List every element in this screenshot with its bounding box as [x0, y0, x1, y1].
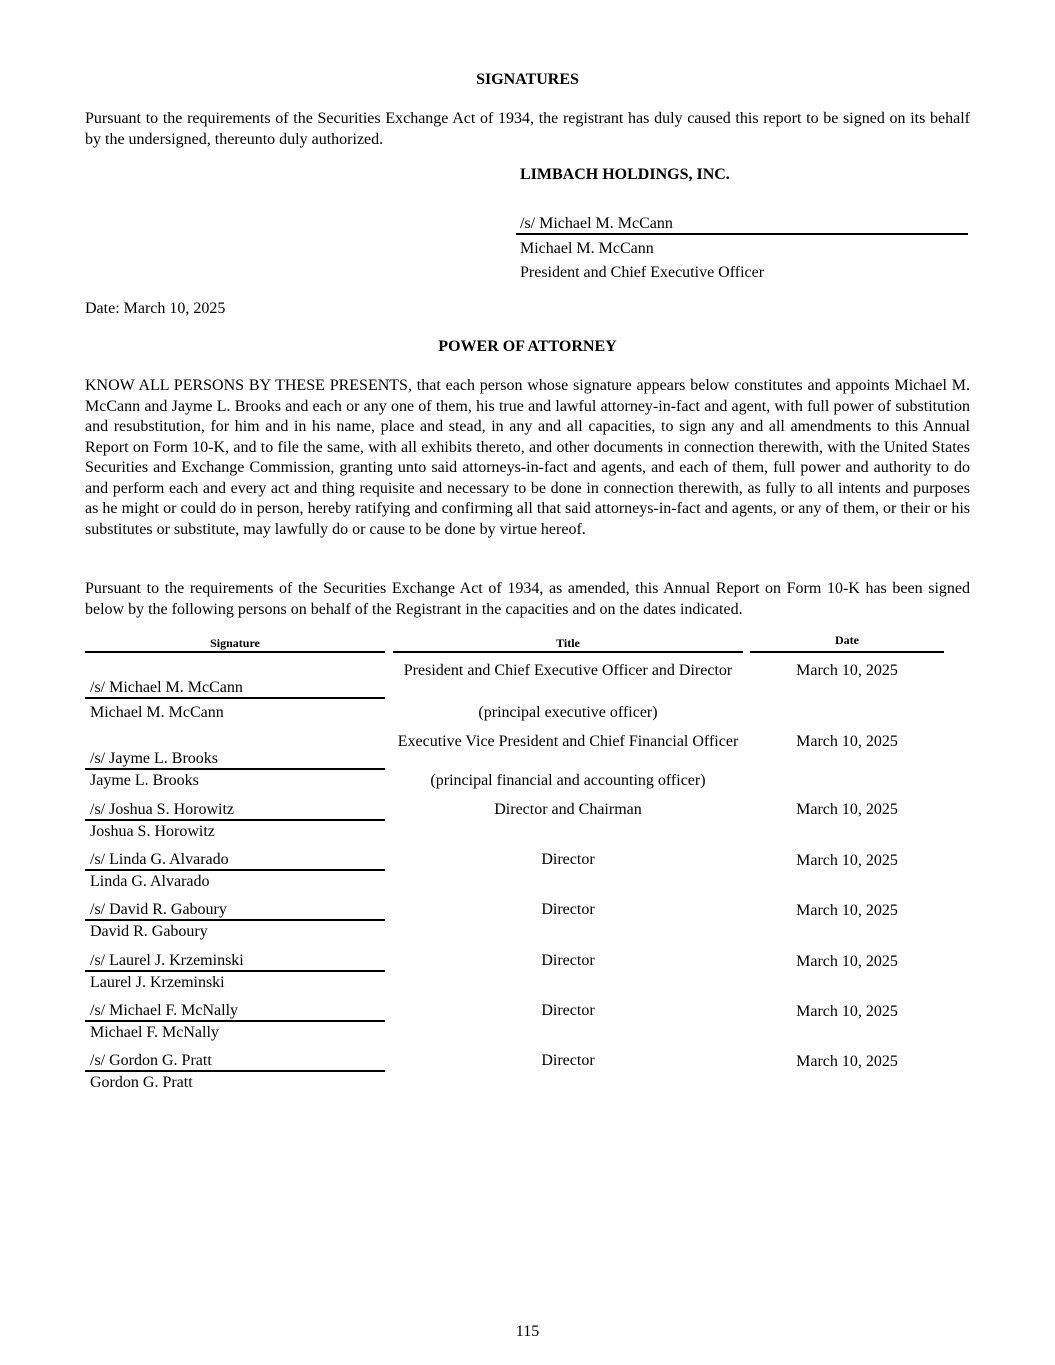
- row-5-name: David R. Gaboury: [90, 923, 208, 940]
- row-3-title: Director and Chairman: [494, 801, 642, 818]
- header-title: Title: [556, 636, 580, 650]
- poa-paragraph: KNOW ALL PERSONS BY THESE PRESENTS, that each person whose signature appears below constitutes and appoints Michael M. McCann and Jayme L. Brooks and each or any one of them, his true and lawful attorney-in-fact and agent, with full power of substitution and resubstitution, for him and in his name, place and stead, in any and all capacities, to sign any and all amendments to this Annual Report on Form 10-K, and to file the same, with all exhibits thereto, and other documents in connection therewith, with the United States Securities and Exchange Commission, granting unto said attorneys-in-fact and agents, and each of them, full power and authority to do and perform each and every act and thing requisite and necessary to be done in connection therewith, as fully to all intents and purposes as he might or could do in person, hereby ratifying and confirming all that said attorneys-in-fact and agents, or any of them, or their or his substitutes or substitute, may lawfully do or cause to be done by virtue hereof.: [85, 377, 970, 538]
- row-2-name: Jayme L. Brooks: [90, 772, 199, 789]
- row-1-signature: /s/ Michael M. McCann: [90, 679, 243, 696]
- row-6-name: Laurel J. Krzeminski: [90, 974, 225, 991]
- row-2-signature: /s/ Jayme L. Brooks: [90, 750, 218, 767]
- row-2-date: March 10, 2025: [796, 733, 898, 750]
- company-name: LIMBACH HOLDINGS, INC.: [520, 166, 730, 183]
- header-title-rule: [393, 651, 743, 653]
- row-4-title: Director: [541, 851, 595, 868]
- row-8-signature-line: [85, 1070, 385, 1072]
- company-signer-name: Michael M. McCann: [520, 240, 654, 257]
- signatures-heading: SIGNATURES: [476, 71, 579, 88]
- page-number: 115: [515, 1323, 540, 1340]
- row-7-date: March 10, 2025: [796, 1003, 898, 1020]
- date-line: Date: March 10, 2025: [85, 300, 226, 317]
- row-5-date: March 10, 2025: [796, 902, 898, 919]
- row-7-signature: /s/ Michael F. McNally: [90, 1002, 239, 1019]
- row-1-subtitle: (principal executive officer): [478, 704, 658, 721]
- row-6-date: March 10, 2025: [796, 953, 898, 970]
- row-5-title: Director: [541, 901, 595, 918]
- row-8-name: Gordon G. Pratt: [90, 1074, 193, 1091]
- row-1-date: March 10, 2025: [796, 662, 898, 679]
- row-4-date: March 10, 2025: [796, 852, 898, 869]
- row-3-signature: /s/ Joshua S. Horowitz: [90, 801, 234, 818]
- company-signer-title: President and Chief Executive Officer: [520, 264, 765, 281]
- intro-paragraph: Pursuant to the requirements of the Securities Exchange Act of 1934, the registrant has duly caused this report to be signed on its behalf by the undersigned, thereunto duly authorized.: [85, 110, 970, 148]
- header-date: Date: [835, 633, 859, 647]
- row-2-subtitle: (principal financial and accounting officer): [430, 772, 706, 789]
- row-8-date: March 10, 2025: [796, 1053, 898, 1070]
- row-3-date: March 10, 2025: [796, 801, 898, 818]
- row-1-name: Michael M. McCann: [90, 704, 224, 721]
- row-4-signature-line: [85, 869, 385, 871]
- row-2-signature-line: [85, 768, 385, 770]
- poa-heading: POWER OF ATTORNEY: [438, 338, 617, 355]
- row-2-title: Executive Vice President and Chief Financial Officer: [397, 733, 739, 750]
- row-3-signature-line: [85, 819, 385, 821]
- header-signature-rule: [85, 651, 385, 653]
- row-6-signature: /s/ Laurel J. Krzeminski: [90, 952, 244, 969]
- row-3-name: Joshua S. Horowitz: [90, 823, 215, 840]
- row-7-name: Michael F. McNally: [90, 1024, 219, 1041]
- row-4-name: Linda G. Alvarado: [90, 873, 210, 890]
- company-signature: /s/ Michael M. McCann: [520, 215, 673, 232]
- row-6-title: Director: [541, 952, 595, 969]
- pursuant-paragraph: Pursuant to the requirements of the Securities Exchange Act of 1934, as amended, this Annual Report on Form 10-K has been signed below by the following persons on behalf of the Registrant in the capacities and on the dates indicated.: [85, 580, 970, 618]
- row-4-signature: /s/ Linda G. Alvarado: [90, 851, 229, 868]
- row-1-title: President and Chief Executive Officer and Director: [403, 662, 733, 679]
- row-7-title: Director: [541, 1002, 595, 1019]
- row-8-signature: /s/ Gordon G. Pratt: [90, 1052, 212, 1069]
- row-6-signature-line: [85, 970, 385, 972]
- row-1-signature-line: [85, 697, 385, 699]
- row-7-signature-line: [85, 1020, 385, 1022]
- row-8-title: Director: [541, 1052, 595, 1069]
- header-date-rule: [750, 651, 944, 653]
- row-5-signature-line: [85, 919, 385, 921]
- company-signature-line: [516, 233, 968, 235]
- header-signature: Signature: [210, 636, 260, 650]
- row-5-signature: /s/ David R. Gaboury: [90, 901, 227, 918]
